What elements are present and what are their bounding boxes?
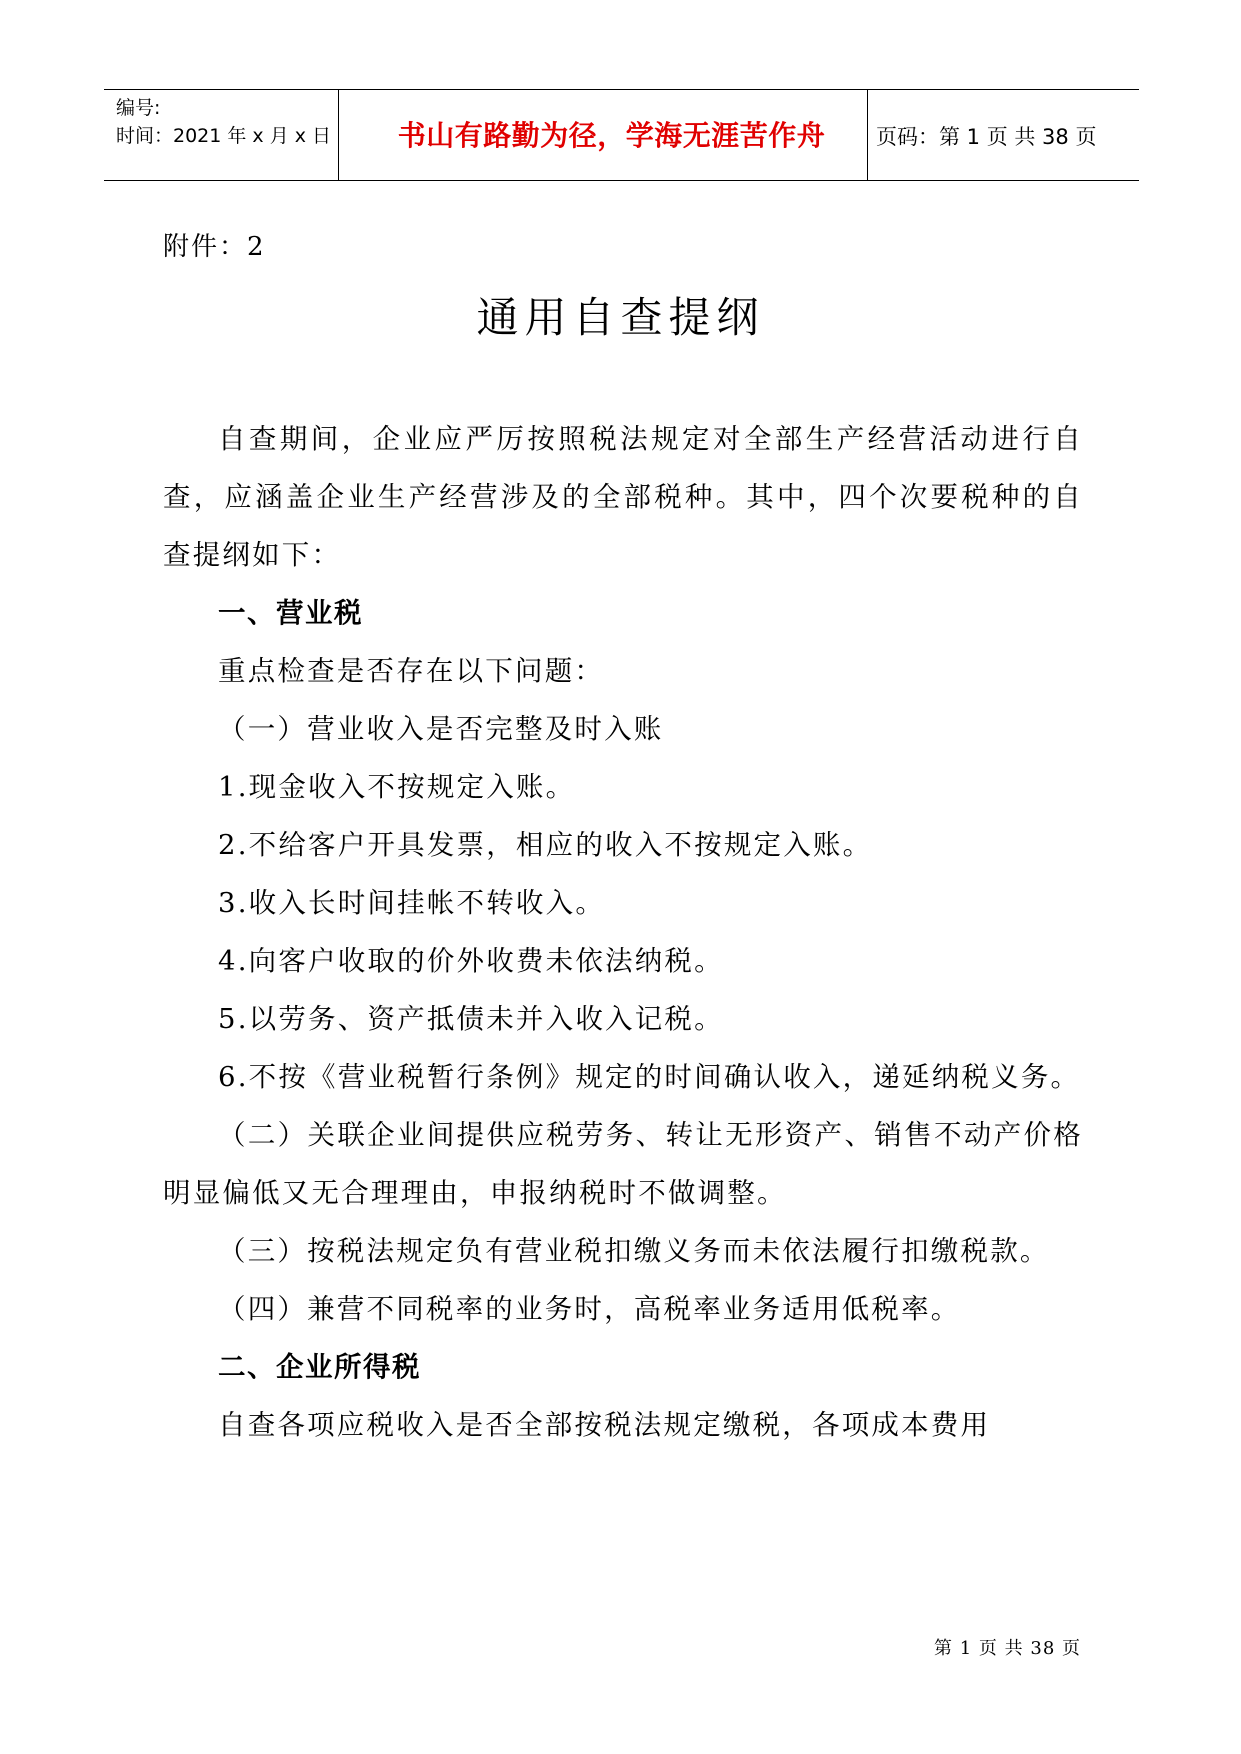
- page-footer: 第 1 页 共 38 页: [934, 1638, 1081, 1659]
- paragraph: （二）关联企业间提供应税劳务、转让无形资产、销售不动产价格明显偏低又无合理理由，申报纳税时不做调整。: [163, 1119, 1083, 1209]
- page-header: [104, 89, 1139, 181]
- paragraph: 自查各项应税收入是否全部按税法规定缴税，各项成本费用: [218, 1409, 991, 1441]
- document-body: [163, 410, 1083, 1454]
- attachment-label: 附件：2: [163, 232, 266, 262]
- paragraph: 重点检查是否存在以下问题：: [218, 655, 605, 687]
- header-meta: [116, 94, 331, 150]
- list-item: 3.收入长时间挂帐不转收入。: [218, 887, 606, 919]
- section-heading-corporate-income-tax: 二、企业所得税: [218, 1351, 421, 1383]
- header-page-info: 页码：第 1 页 共 38 页: [876, 125, 1097, 149]
- list-item: 5.以劳务、资产抵债未并入收入记税。: [218, 1003, 724, 1035]
- list-item: 2.不给客户开具发票，相应的收入不按规定入账。: [218, 829, 873, 861]
- section-heading-business-tax: 一、营业税: [218, 597, 363, 629]
- header-divider-left: [338, 90, 339, 180]
- paragraph: （一）营业收入是否完整及时入账: [218, 713, 664, 745]
- list-item: 6.不按《营业税暂行条例》规定的时间确认收入，递延纳税义务。: [218, 1061, 1081, 1093]
- paragraph: （四）兼营不同税率的业务时，高税率业务适用低税率。: [218, 1293, 961, 1325]
- list-item: 4.向客户收取的价外收费未依法纳税。: [218, 945, 724, 977]
- serial-number-label: 编号:: [116, 97, 161, 119]
- intro-paragraph: 自查期间，企业应严厉按照税法规定对全部生产经营活动进行自查，应涵盖企业生产经营涉及的全部税种。其中，四个次要税种的自查提纲如下：: [163, 423, 1083, 571]
- header-motto: 书山有路勤为径，学海无涯苦作舟: [397, 119, 826, 152]
- paragraph: （三）按税法规定负有营业税扣缴义务而未依法履行扣缴税款。: [218, 1235, 1050, 1267]
- document-title: 通用自查提纲: [476, 293, 765, 342]
- time-label: 时间：2021 年 x 月 x 日: [116, 125, 332, 147]
- header-divider-right: [867, 90, 868, 180]
- list-item: 1.现金收入不按规定入账。: [218, 771, 576, 803]
